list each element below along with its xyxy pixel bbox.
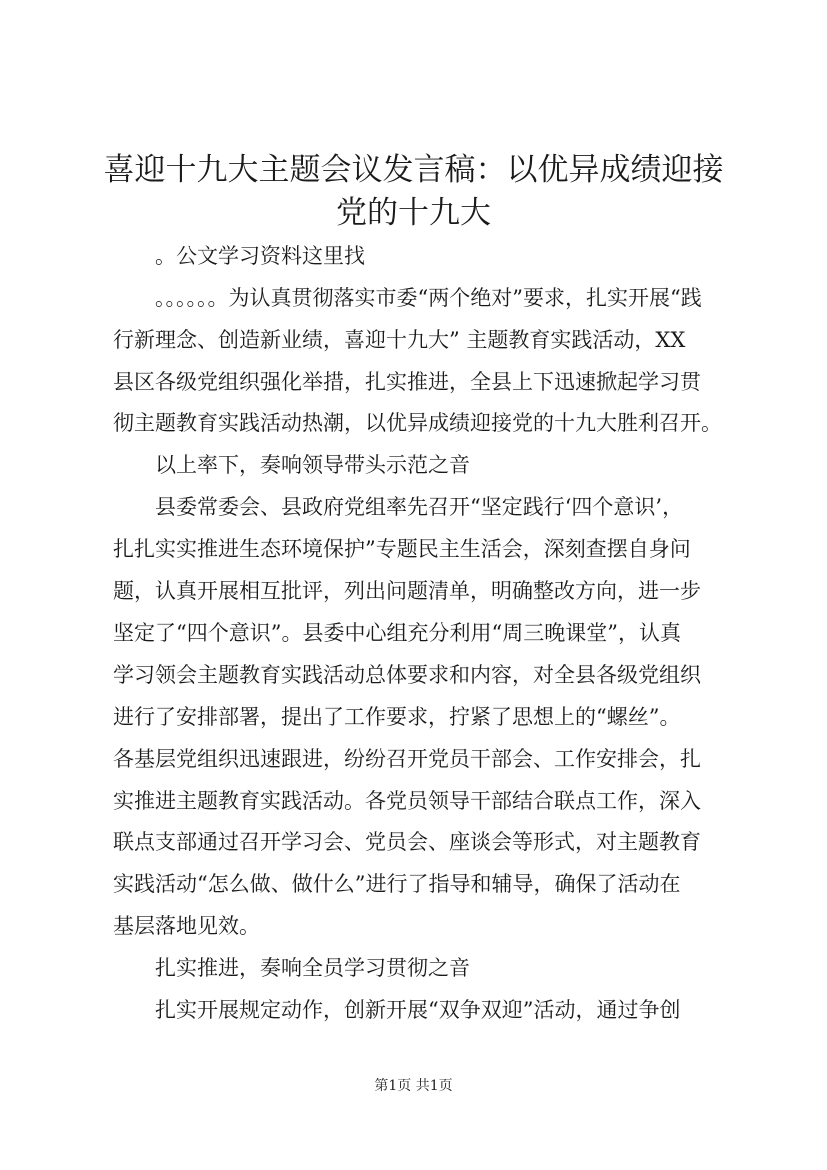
- text-line-1: 。公文学习资料这里找: [155, 244, 365, 268]
- text-line-17: 基层落地见效。: [113, 914, 260, 938]
- text-line-16: 实践活动“怎么做、做什么”进行了指导和辅导，确保了活动在: [113, 872, 681, 896]
- text-line-4: 县区各级党组织强化举措，扎实推进，全县上下迅速掀起学习贯: [113, 370, 701, 394]
- text-line-11: 学习领会主题教育实践活动总体要求和内容，对全县各级党组织: [113, 663, 701, 687]
- text-line-10: 坚定了“四个意识”。县委中心组充分利用“周三晚课堂”，认真: [113, 621, 681, 645]
- text-line-2: 。。。。。。为认真贯彻落实市委“两个绝对”要求，扎实开展“践: [155, 286, 702, 310]
- text-line-13: 各基层党组织迅速跟进，纷纷召开党员干部会、工作安排会，扎: [113, 747, 701, 771]
- section-heading-2: 扎实推进，奏响全员学习贯彻之音: [155, 956, 470, 980]
- page-number-footer: 第1页 共1页: [374, 1078, 453, 1094]
- text-line-3: 行新理念、创造新业绩，喜迎十九大” 主题教育实践活动，XX: [113, 328, 686, 352]
- text-line-5: 彻主题教育实践活动热潮，以优异成绩迎接党的十九大胜利召开。: [113, 411, 722, 435]
- document-title-line-2: 党的十九大: [336, 195, 491, 231]
- document-title-line-1: 喜迎十九大主题会议发言稿：以优异成绩迎接: [103, 152, 724, 188]
- text-line-7: 县委常委会、县政府党组率先召开“坚定践行‘四个意识’，: [155, 495, 684, 519]
- text-line-9: 题，认真开展相互批评，列出问题清单，明确整改方向，进一步: [113, 579, 701, 603]
- section-heading-1: 以上率下，奏响领导带头示范之音: [155, 453, 470, 477]
- text-line-8: 扎扎实实推进生态环境保护”专题民主生活会，深刻查摆自身问: [113, 537, 691, 561]
- text-line-19: 扎实开展规定动作，创新开展“双争双迎”活动，通过争创: [155, 998, 681, 1022]
- text-line-15: 联点支部通过召开学习会、党员会、座谈会等形式，对主题教育: [113, 830, 701, 854]
- text-line-12: 进行了安排部署，提出了工作要求，拧紧了思想上的“螺丝”。: [113, 705, 681, 729]
- text-line-14: 实推进主题教育实践活动。各党员领导干部结合联点工作，深入: [113, 789, 701, 813]
